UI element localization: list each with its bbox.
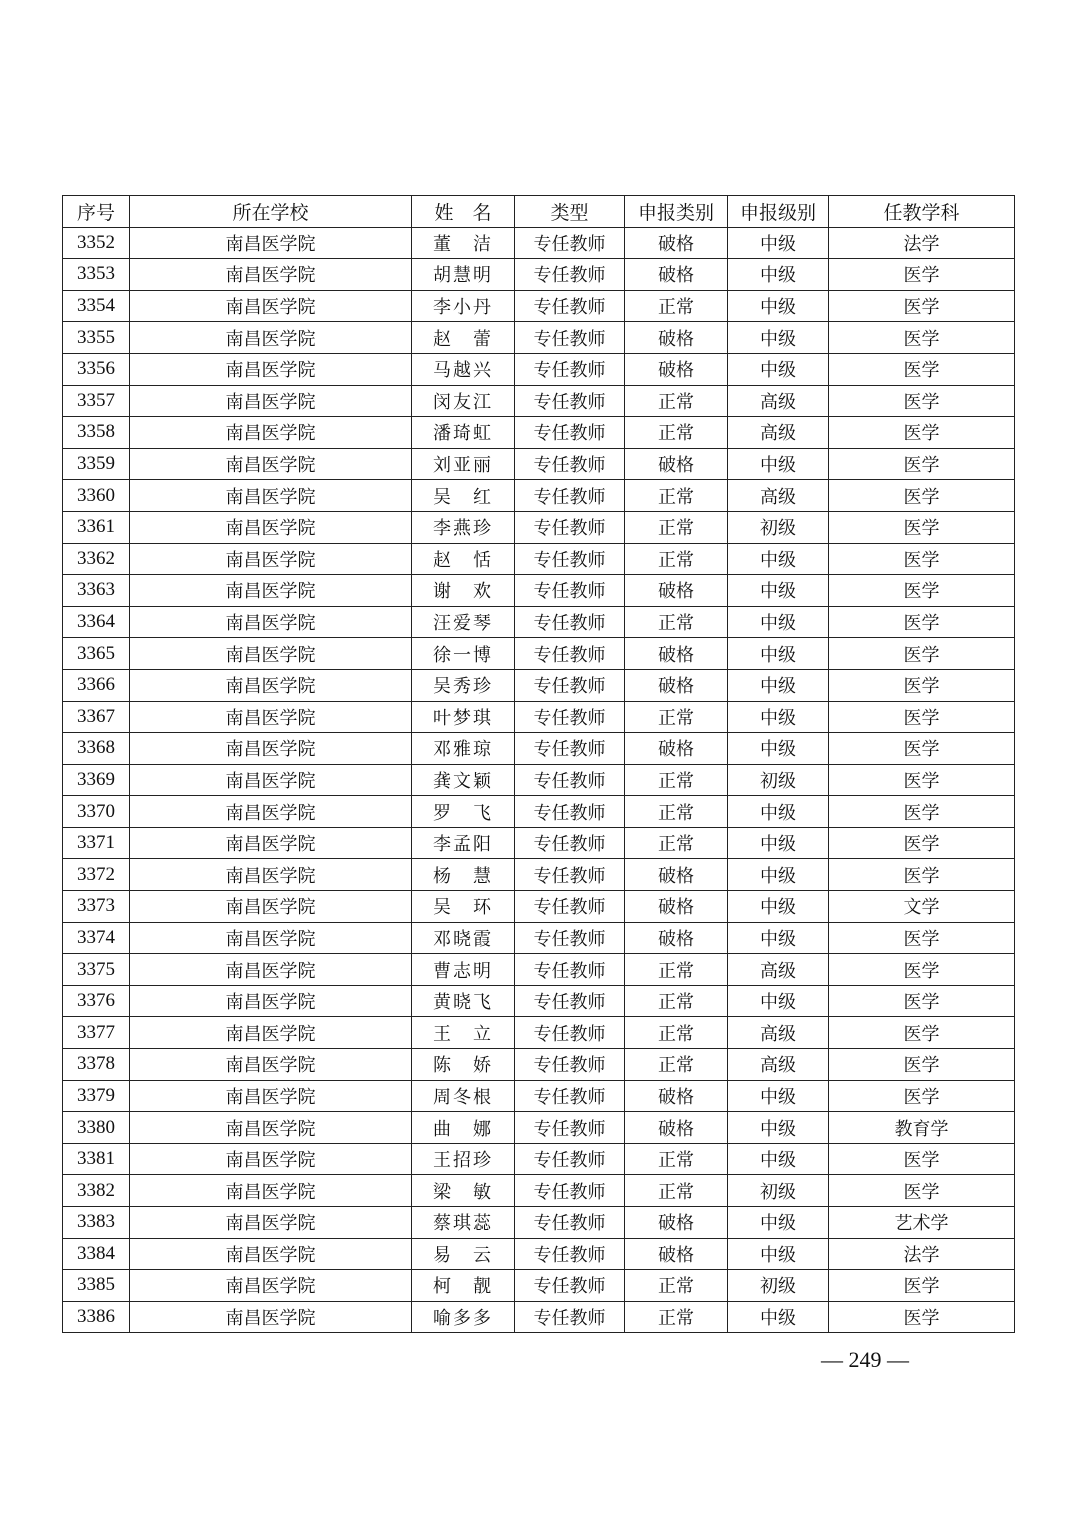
- type-cell: 专任教师: [515, 543, 625, 575]
- name-cell: 邓雅琼: [412, 733, 515, 765]
- category-cell: 正常: [625, 290, 728, 322]
- table-row: [63, 417, 1015, 449]
- level-cell: 中级: [728, 1112, 829, 1144]
- header-subject: 任教学科: [829, 196, 1015, 228]
- table-row: [63, 1270, 1015, 1302]
- serial-cell: 3379: [63, 1080, 130, 1112]
- table-row: [63, 669, 1015, 701]
- subject-cell: 医学: [829, 480, 1015, 512]
- level-cell: 中级: [728, 1238, 829, 1270]
- name-cell: 罗 飞: [412, 796, 515, 828]
- type-cell: 专任教师: [515, 922, 625, 954]
- subject-cell: 医学: [829, 954, 1015, 986]
- category-cell: 破格: [625, 322, 728, 354]
- category-cell: 破格: [625, 227, 728, 259]
- type-cell: 专任教师: [515, 796, 625, 828]
- type-cell: 专任教师: [515, 575, 625, 607]
- subject-cell: 医学: [829, 606, 1015, 638]
- type-cell: 专任教师: [515, 985, 625, 1017]
- category-cell: 破格: [625, 1080, 728, 1112]
- table-row: [63, 511, 1015, 543]
- type-cell: 专任教师: [515, 1017, 625, 1049]
- serial-cell: 3367: [63, 701, 130, 733]
- name-cell: 马越兴: [412, 353, 515, 385]
- subject-cell: 艺术学: [829, 1207, 1015, 1239]
- type-cell: 专任教师: [515, 1049, 625, 1081]
- table-row: [63, 385, 1015, 417]
- type-cell: 专任教师: [515, 1270, 625, 1302]
- serial-cell: 3378: [63, 1049, 130, 1081]
- type-cell: 专任教师: [515, 290, 625, 322]
- page-number: — 249 —: [821, 1347, 909, 1372]
- table-row: [63, 1112, 1015, 1144]
- serial-cell: 3373: [63, 891, 130, 923]
- name-cell: 吴 红: [412, 480, 515, 512]
- table-row: [63, 448, 1015, 480]
- subject-cell: 医学: [829, 669, 1015, 701]
- serial-cell: 3386: [63, 1301, 130, 1333]
- name-cell: 周冬根: [412, 1080, 515, 1112]
- serial-cell: 3377: [63, 1017, 130, 1049]
- serial-cell: 3363: [63, 575, 130, 607]
- serial-cell: 3370: [63, 796, 130, 828]
- subject-cell: 法学: [829, 1238, 1015, 1270]
- serial-cell: 3372: [63, 859, 130, 891]
- level-cell: 中级: [728, 1301, 829, 1333]
- table-row: [63, 543, 1015, 575]
- category-cell: 正常: [625, 827, 728, 859]
- table-row: [63, 1017, 1015, 1049]
- serial-cell: 3354: [63, 290, 130, 322]
- serial-cell: 3371: [63, 827, 130, 859]
- table-row: [63, 922, 1015, 954]
- serial-cell: 3381: [63, 1143, 130, 1175]
- level-cell: 中级: [728, 1143, 829, 1175]
- type-cell: 专任教师: [515, 480, 625, 512]
- type-cell: 专任教师: [515, 827, 625, 859]
- table-row: [63, 859, 1015, 891]
- category-cell: 破格: [625, 891, 728, 923]
- name-cell: 刘亚丽: [412, 448, 515, 480]
- name-cell: 黄晓飞: [412, 985, 515, 1017]
- name-cell: 胡慧明: [412, 259, 515, 291]
- name-cell: 陈 娇: [412, 1049, 515, 1081]
- serial-cell: 3374: [63, 922, 130, 954]
- serial-cell: 3358: [63, 417, 130, 449]
- name-cell: 王招珍: [412, 1143, 515, 1175]
- table-row: [63, 1207, 1015, 1239]
- table-row: [63, 1143, 1015, 1175]
- school-cell: 南昌医学院: [130, 606, 412, 638]
- serial-cell: 3362: [63, 543, 130, 575]
- school-cell: 南昌医学院: [130, 385, 412, 417]
- category-cell: 破格: [625, 1238, 728, 1270]
- category-cell: 正常: [625, 954, 728, 986]
- name-cell: 杨 慧: [412, 859, 515, 891]
- type-cell: 专任教师: [515, 733, 625, 765]
- type-cell: 专任教师: [515, 1080, 625, 1112]
- name-cell: 易 云: [412, 1238, 515, 1270]
- serial-cell: 3365: [63, 638, 130, 670]
- table-row: [63, 227, 1015, 259]
- school-cell: 南昌医学院: [130, 922, 412, 954]
- table-header-row: [63, 196, 1015, 228]
- name-cell: 董 洁: [412, 227, 515, 259]
- category-cell: 破格: [625, 353, 728, 385]
- category-cell: 破格: [625, 1207, 728, 1239]
- category-cell: 破格: [625, 638, 728, 670]
- school-cell: 南昌医学院: [130, 290, 412, 322]
- subject-cell: 医学: [829, 259, 1015, 291]
- table-row: [63, 796, 1015, 828]
- name-cell: 邓晓霞: [412, 922, 515, 954]
- category-cell: 正常: [625, 796, 728, 828]
- school-cell: 南昌医学院: [130, 1238, 412, 1270]
- level-cell: 高级: [728, 417, 829, 449]
- level-cell: 初级: [728, 511, 829, 543]
- serial-cell: 3352: [63, 227, 130, 259]
- category-cell: 正常: [625, 1175, 728, 1207]
- type-cell: 专任教师: [515, 1175, 625, 1207]
- school-cell: 南昌医学院: [130, 511, 412, 543]
- serial-cell: 3366: [63, 669, 130, 701]
- table-body: [63, 227, 1015, 1333]
- table-row: [63, 322, 1015, 354]
- subject-cell: 医学: [829, 1143, 1015, 1175]
- table-row: [63, 954, 1015, 986]
- level-cell: 高级: [728, 954, 829, 986]
- school-cell: 南昌医学院: [130, 891, 412, 923]
- type-cell: 专任教师: [515, 259, 625, 291]
- serial-cell: 3375: [63, 954, 130, 986]
- level-cell: 中级: [728, 543, 829, 575]
- type-cell: 专任教师: [515, 448, 625, 480]
- school-cell: 南昌医学院: [130, 1017, 412, 1049]
- category-cell: 正常: [625, 385, 728, 417]
- school-cell: 南昌医学院: [130, 1112, 412, 1144]
- category-cell: 正常: [625, 985, 728, 1017]
- category-cell: 破格: [625, 1112, 728, 1144]
- level-cell: 中级: [728, 1207, 829, 1239]
- table-row: [63, 575, 1015, 607]
- subject-cell: 医学: [829, 1049, 1015, 1081]
- type-cell: 专任教师: [515, 764, 625, 796]
- name-cell: 徐一博: [412, 638, 515, 670]
- name-cell: 曹志明: [412, 954, 515, 986]
- subject-cell: 医学: [829, 385, 1015, 417]
- school-cell: 南昌医学院: [130, 322, 412, 354]
- school-cell: 南昌医学院: [130, 827, 412, 859]
- school-cell: 南昌医学院: [130, 954, 412, 986]
- level-cell: 高级: [728, 385, 829, 417]
- serial-cell: 3355: [63, 322, 130, 354]
- school-cell: 南昌医学院: [130, 259, 412, 291]
- school-cell: 南昌医学院: [130, 1143, 412, 1175]
- subject-cell: 医学: [829, 417, 1015, 449]
- level-cell: 中级: [728, 606, 829, 638]
- school-cell: 南昌医学院: [130, 1270, 412, 1302]
- level-cell: 中级: [728, 290, 829, 322]
- category-cell: 正常: [625, 606, 728, 638]
- category-cell: 破格: [625, 859, 728, 891]
- category-cell: 破格: [625, 922, 728, 954]
- subject-cell: 法学: [829, 227, 1015, 259]
- level-cell: 初级: [728, 764, 829, 796]
- serial-cell: 3382: [63, 1175, 130, 1207]
- serial-cell: 3380: [63, 1112, 130, 1144]
- serial-cell: 3361: [63, 511, 130, 543]
- header-type: 类型: [515, 196, 625, 228]
- school-cell: 南昌医学院: [130, 353, 412, 385]
- category-cell: 正常: [625, 417, 728, 449]
- category-cell: 破格: [625, 448, 728, 480]
- subject-cell: 医学: [829, 543, 1015, 575]
- school-cell: 南昌医学院: [130, 480, 412, 512]
- school-cell: 南昌医学院: [130, 859, 412, 891]
- name-cell: 李燕珍: [412, 511, 515, 543]
- subject-cell: 教育学: [829, 1112, 1015, 1144]
- serial-cell: 3376: [63, 985, 130, 1017]
- type-cell: 专任教师: [515, 1238, 625, 1270]
- subject-cell: 医学: [829, 511, 1015, 543]
- level-cell: 中级: [728, 701, 829, 733]
- school-cell: 南昌医学院: [130, 1207, 412, 1239]
- name-cell: 潘琦虹: [412, 417, 515, 449]
- subject-cell: 文学: [829, 891, 1015, 923]
- name-cell: 龚文颖: [412, 764, 515, 796]
- category-cell: 破格: [625, 669, 728, 701]
- name-cell: 蔡琪蕊: [412, 1207, 515, 1239]
- level-cell: 中级: [728, 259, 829, 291]
- subject-cell: 医学: [829, 827, 1015, 859]
- school-cell: 南昌医学院: [130, 1175, 412, 1207]
- table-row: [63, 891, 1015, 923]
- category-cell: 正常: [625, 480, 728, 512]
- school-cell: 南昌医学院: [130, 1049, 412, 1081]
- applicant-table: [62, 195, 1015, 1333]
- header-serial: 序号: [63, 196, 130, 228]
- level-cell: 中级: [728, 827, 829, 859]
- category-cell: 破格: [625, 259, 728, 291]
- subject-cell: 医学: [829, 701, 1015, 733]
- table-row: [63, 606, 1015, 638]
- category-cell: 正常: [625, 511, 728, 543]
- type-cell: 专任教师: [515, 954, 625, 986]
- header-name: 姓 名: [412, 196, 515, 228]
- name-cell: 李小丹: [412, 290, 515, 322]
- school-cell: 南昌医学院: [130, 1080, 412, 1112]
- name-cell: 柯 靓: [412, 1270, 515, 1302]
- serial-cell: 3360: [63, 480, 130, 512]
- table-row: [63, 1080, 1015, 1112]
- type-cell: 专任教师: [515, 701, 625, 733]
- level-cell: 中级: [728, 638, 829, 670]
- subject-cell: 医学: [829, 353, 1015, 385]
- serial-cell: 3357: [63, 385, 130, 417]
- table-row: [63, 638, 1015, 670]
- table-row: [63, 1238, 1015, 1270]
- table-row: [63, 827, 1015, 859]
- subject-cell: 医学: [829, 1175, 1015, 1207]
- level-cell: 中级: [728, 859, 829, 891]
- level-cell: 中级: [728, 575, 829, 607]
- category-cell: 正常: [625, 1049, 728, 1081]
- subject-cell: 医学: [829, 859, 1015, 891]
- type-cell: 专任教师: [515, 669, 625, 701]
- table-row: [63, 353, 1015, 385]
- type-cell: 专任教师: [515, 385, 625, 417]
- category-cell: 正常: [625, 1143, 728, 1175]
- type-cell: 专任教师: [515, 417, 625, 449]
- table-row: [63, 259, 1015, 291]
- type-cell: 专任教师: [515, 891, 625, 923]
- category-cell: 破格: [625, 575, 728, 607]
- level-cell: 中级: [728, 796, 829, 828]
- subject-cell: 医学: [829, 1080, 1015, 1112]
- type-cell: 专任教师: [515, 353, 625, 385]
- level-cell: 高级: [728, 1017, 829, 1049]
- table-row: [63, 764, 1015, 796]
- category-cell: 正常: [625, 764, 728, 796]
- level-cell: 高级: [728, 1049, 829, 1081]
- serial-cell: 3369: [63, 764, 130, 796]
- school-cell: 南昌医学院: [130, 1301, 412, 1333]
- header-school: 所在学校: [130, 196, 412, 228]
- school-cell: 南昌医学院: [130, 227, 412, 259]
- table-row: [63, 480, 1015, 512]
- level-cell: 中级: [728, 227, 829, 259]
- subject-cell: 医学: [829, 922, 1015, 954]
- serial-cell: 3385: [63, 1270, 130, 1302]
- name-cell: 赵 恬: [412, 543, 515, 575]
- school-cell: 南昌医学院: [130, 985, 412, 1017]
- school-cell: 南昌医学院: [130, 669, 412, 701]
- type-cell: 专任教师: [515, 638, 625, 670]
- subject-cell: 医学: [829, 764, 1015, 796]
- type-cell: 专任教师: [515, 859, 625, 891]
- serial-cell: 3359: [63, 448, 130, 480]
- school-cell: 南昌医学院: [130, 575, 412, 607]
- type-cell: 专任教师: [515, 227, 625, 259]
- school-cell: 南昌医学院: [130, 701, 412, 733]
- table-row: [63, 1301, 1015, 1333]
- table-row: [63, 290, 1015, 322]
- subject-cell: 医学: [829, 290, 1015, 322]
- level-cell: 初级: [728, 1175, 829, 1207]
- name-cell: 王 立: [412, 1017, 515, 1049]
- name-cell: 喻多多: [412, 1301, 515, 1333]
- serial-cell: 3364: [63, 606, 130, 638]
- level-cell: 高级: [728, 480, 829, 512]
- school-cell: 南昌医学院: [130, 448, 412, 480]
- subject-cell: 医学: [829, 575, 1015, 607]
- level-cell: 中级: [728, 353, 829, 385]
- type-cell: 专任教师: [515, 1112, 625, 1144]
- level-cell: 中级: [728, 922, 829, 954]
- level-cell: 中级: [728, 1080, 829, 1112]
- name-cell: 叶梦琪: [412, 701, 515, 733]
- name-cell: 李孟阳: [412, 827, 515, 859]
- type-cell: 专任教师: [515, 322, 625, 354]
- serial-cell: 3353: [63, 259, 130, 291]
- header-application-category: 申报类别: [625, 196, 728, 228]
- level-cell: 中级: [728, 891, 829, 923]
- name-cell: 曲 娜: [412, 1112, 515, 1144]
- category-cell: 正常: [625, 1017, 728, 1049]
- table-row: [63, 1175, 1015, 1207]
- name-cell: 梁 敏: [412, 1175, 515, 1207]
- level-cell: 中级: [728, 669, 829, 701]
- type-cell: 专任教师: [515, 606, 625, 638]
- serial-cell: 3383: [63, 1207, 130, 1239]
- serial-cell: 3384: [63, 1238, 130, 1270]
- name-cell: 汪爱琴: [412, 606, 515, 638]
- table-row: [63, 985, 1015, 1017]
- school-cell: 南昌医学院: [130, 764, 412, 796]
- school-cell: 南昌医学院: [130, 417, 412, 449]
- subject-cell: 医学: [829, 1017, 1015, 1049]
- category-cell: 正常: [625, 543, 728, 575]
- level-cell: 中级: [728, 322, 829, 354]
- type-cell: 专任教师: [515, 1207, 625, 1239]
- subject-cell: 医学: [829, 733, 1015, 765]
- subject-cell: 医学: [829, 985, 1015, 1017]
- type-cell: 专任教师: [515, 1143, 625, 1175]
- header-application-level: 申报级别: [728, 196, 829, 228]
- category-cell: 正常: [625, 1301, 728, 1333]
- subject-cell: 医学: [829, 1301, 1015, 1333]
- table-row: [63, 733, 1015, 765]
- name-cell: 赵 蕾: [412, 322, 515, 354]
- subject-cell: 医学: [829, 796, 1015, 828]
- serial-cell: 3356: [63, 353, 130, 385]
- table-row: [63, 1049, 1015, 1081]
- level-cell: 中级: [728, 448, 829, 480]
- subject-cell: 医学: [829, 322, 1015, 354]
- level-cell: 中级: [728, 985, 829, 1017]
- school-cell: 南昌医学院: [130, 638, 412, 670]
- name-cell: 吴秀珍: [412, 669, 515, 701]
- name-cell: 谢 欢: [412, 575, 515, 607]
- table-row: [63, 701, 1015, 733]
- serial-cell: 3368: [63, 733, 130, 765]
- type-cell: 专任教师: [515, 1301, 625, 1333]
- name-cell: 闵友江: [412, 385, 515, 417]
- school-cell: 南昌医学院: [130, 733, 412, 765]
- school-cell: 南昌医学院: [130, 796, 412, 828]
- subject-cell: 医学: [829, 1270, 1015, 1302]
- category-cell: 正常: [625, 701, 728, 733]
- category-cell: 正常: [625, 1270, 728, 1302]
- subject-cell: 医学: [829, 448, 1015, 480]
- category-cell: 破格: [625, 733, 728, 765]
- type-cell: 专任教师: [515, 511, 625, 543]
- level-cell: 中级: [728, 733, 829, 765]
- level-cell: 初级: [728, 1270, 829, 1302]
- school-cell: 南昌医学院: [130, 543, 412, 575]
- subject-cell: 医学: [829, 638, 1015, 670]
- name-cell: 吴 环: [412, 891, 515, 923]
